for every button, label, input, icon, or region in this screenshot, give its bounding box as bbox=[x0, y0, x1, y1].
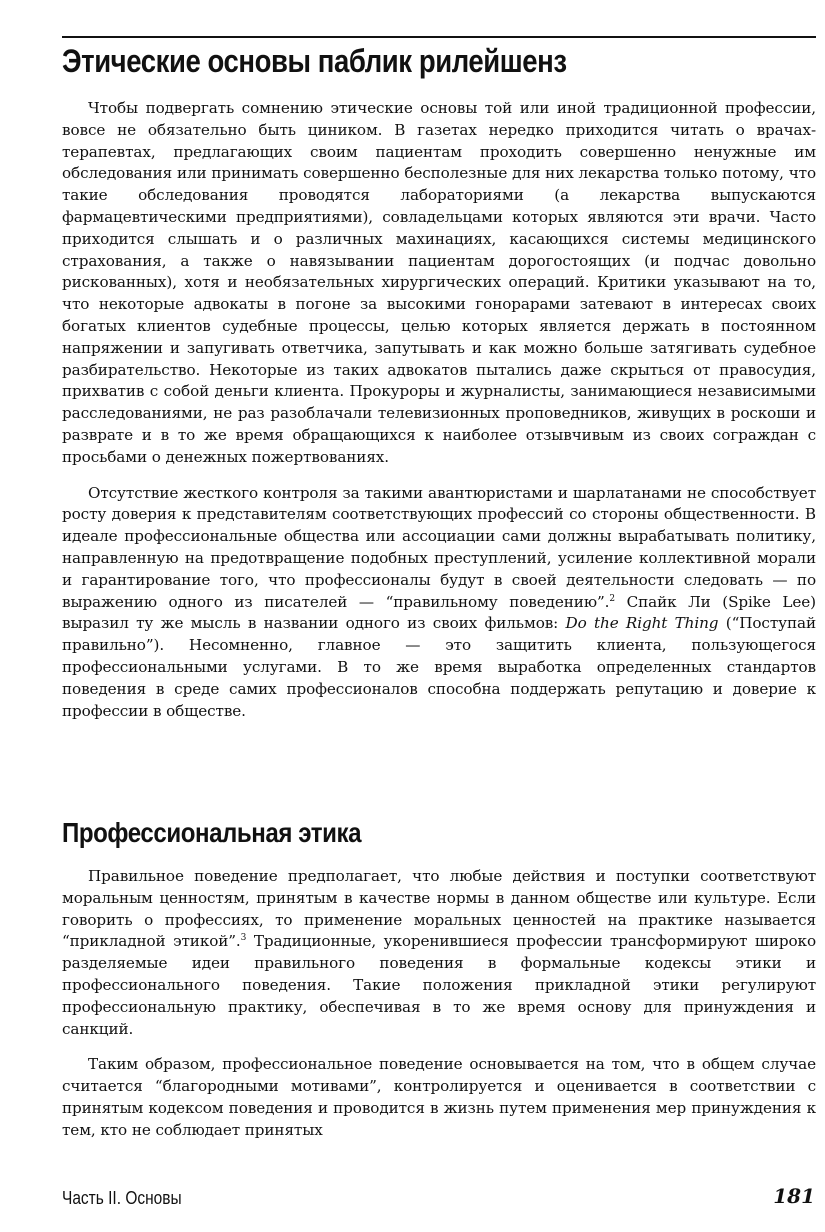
footnote-ref-2: 2 bbox=[609, 593, 615, 604]
paragraph-4: Таким образом, профессиональное поведение основывается на том, что в общем случае считается “благородными мотивами”, контролируется и оценивается в соответствии с принятым кодексом поведения и проводится в жизнь путем применения мер принуждения к тем, кто не соблюдает принятых bbox=[62, 1055, 816, 1139]
paragraph-3-text-a: Правильное поведение предполагает, что любые действия и поступки соответствуют моральным ценностям, принятым в качестве нормы в данном обществе или культуре. Если говорить о профессиях, то применение моральных ценностей на практике называется “прикладной этикой”. bbox=[62, 867, 816, 951]
page-number: 181 bbox=[773, 1184, 815, 1208]
section-heading: Этические основы паблик рилейшенз bbox=[62, 43, 567, 79]
paragraph-3-text-b: Традиционные, укоренившиеся профессии трансформируют широко разделяемые идеи правильного поведения в формальные кодексы этики и профессионального поведения. Такие положения прикладной этики регулируют профессиональную практику, обеспечивая в то же время основу для принуждения и санкций. bbox=[62, 932, 816, 1038]
paragraph-2-text-a: Отсутствие жесткого контроля за такими авантюристами и шарлатанами не способствует росту доверия к представителям соответствующих профессий со стороны общественности. В идеале профессиональные общества или ассоциации сами должны вырабатывать политику, направленную на предотвращение подобных преступлений, усиление коллективной морали и гарантирование того, что профессионалы будут в своей деятельности следовать — по выражению одного из писателей — “правильному поведению”. bbox=[62, 483, 816, 611]
section-body bbox=[62, 98, 816, 722]
paragraph-3 bbox=[62, 866, 816, 1040]
footer-section-label: Часть II. Основы bbox=[62, 1188, 182, 1208]
paragraph-2 bbox=[62, 483, 816, 723]
paragraph-2-text-b: Спайк Ли (Spike Lee) выразил ту же мысль в названии одного из своих фильмов: bbox=[62, 592, 816, 633]
film-title: Do the Right Thing bbox=[565, 614, 719, 633]
footnote-ref-3: 3 bbox=[240, 933, 247, 944]
top-rule bbox=[62, 36, 816, 38]
subsection-heading: Профессиональная этика bbox=[62, 817, 362, 848]
subsection-body bbox=[62, 866, 816, 1142]
paragraph-1: Чтобы подвергать сомнению этические основы той или иной традиционной профессии, вовсе не обязательно быть циником. В газетах нередко приходится читать о врачах-терапевтах, предлагающих своим пациентам проходить совершенно ненужные им обследования или принимать совершенно бесполезные для них лекарства только потому, что такие обследования проводятся лабораториями (а лекарства выпускаются фармацевтическими предприятиями), совладельцами которых являются эти врачи. Часто приходится слышать и о различных махинациях, касающихся системы медицинского страхования, а также о навязывании пациентам дорогостоящих (и подчас довольно рискованных), хотя и необязательных хирургических операций. Критики указывают на то, что некоторые адвокаты в погоне за высокими гонорарами затевают в интересах своих богатых клиентов судебные процессы, целью которых является держать в постоянном напряжении и запугивать ответчика, запутывать и как можно больше затягивать судебное разбирательство. Некоторые из таких адвокатов пытались даже скрыться от правосудия, прихватив с собой деньги клиента. Прокуроры и журналисты, занимающиеся независимыми расследованиями, не раз разоблачали телевизионных проповедников, живущих в роскоши и разврате и в то же время обращающихся к наиболее отзывчивым из своих сограждан с просьбами о денежных пожертвованиях. bbox=[62, 99, 816, 466]
paragraph-2-text-c: (“Поступай правильно”). Несомненно, главное — это защитить клиента, пользующегося профессиональными услугами. В то же время выработка определенных стандартов поведения в среде самих профессионалов способна поддержать репутацию и доверие к профессии в обществе. bbox=[62, 614, 816, 720]
